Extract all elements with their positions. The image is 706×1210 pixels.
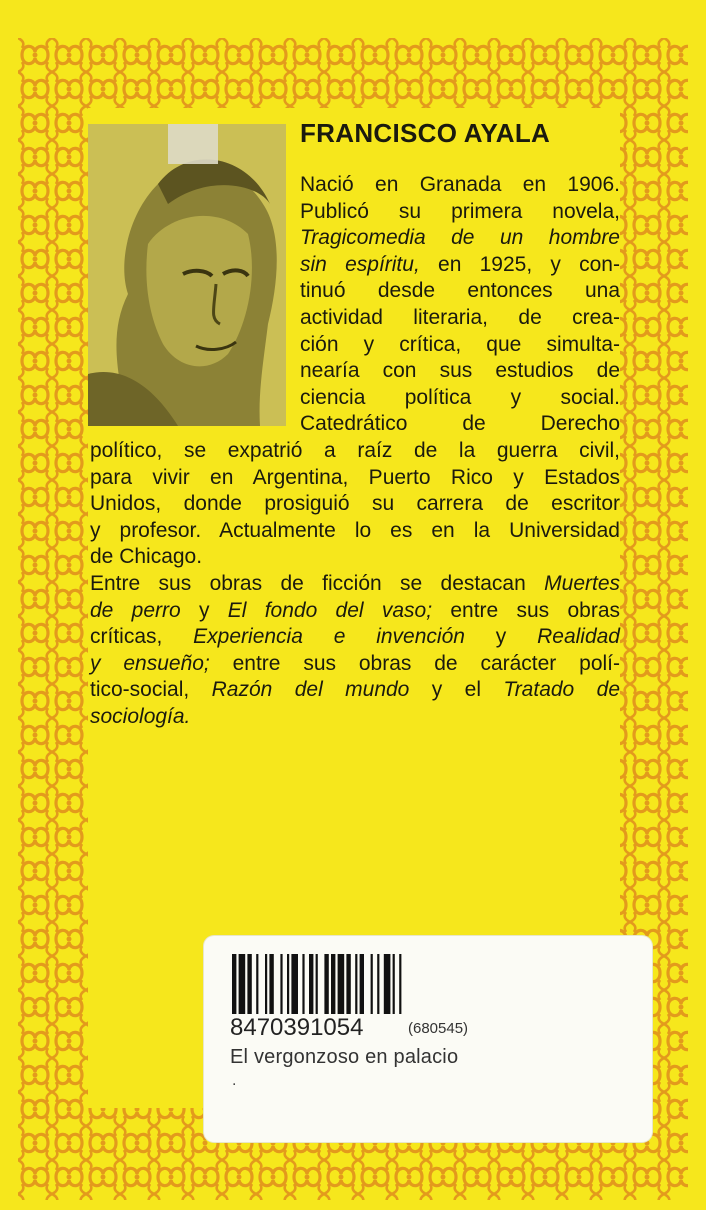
bio-line: Unidos, donde prosiguió su carrera de escritor <box>90 492 620 516</box>
bio-line: Publicó su primera novela, <box>300 199 620 223</box>
bio-line: para vivir en Argentina, Puerto Rico y Estados <box>90 465 620 489</box>
bio-line: de perro y El fondo del vaso; entre sus obras <box>90 598 620 622</box>
isbn-number: 8470391054 <box>230 1014 364 1041</box>
bio-line: tinuó desde entonces una <box>300 279 620 303</box>
barcode-bar <box>371 954 373 1014</box>
barcode-bar <box>384 954 391 1014</box>
barcode-bar <box>265 954 267 1014</box>
bio-line: de Chicago. <box>90 545 203 569</box>
barcode-bar <box>291 954 298 1014</box>
barcode-bar <box>324 954 328 1014</box>
stock-code: (680545) <box>408 1020 469 1037</box>
barcode-bar <box>316 954 318 1014</box>
bio-line: ción y crítica, que simulta- <box>300 332 620 356</box>
bio-line: Tragicomedia de un hombre <box>300 226 620 250</box>
biography-full-width <box>90 438 620 731</box>
biography-side-column <box>300 172 620 438</box>
bio-line: tico-social, Razón del mundo y el Tratado de <box>90 678 620 702</box>
barcode-bar <box>338 954 345 1014</box>
barcode-bar <box>269 954 273 1014</box>
barcode-bar <box>331 954 335 1014</box>
barcode-bar <box>239 954 246 1014</box>
barcode-bar <box>393 954 395 1014</box>
barcode-bar <box>247 954 251 1014</box>
barcode-bar <box>287 954 289 1014</box>
bio-line: Entre sus obras de ficción se destacan Muertes <box>90 571 620 595</box>
book-title: El vergonzoso en palacio <box>230 1046 459 1068</box>
bio-line: sin espíritu, en 1925, y con- <box>300 252 620 276</box>
barcode-bar <box>232 954 236 1014</box>
sticker-dot: . <box>232 1072 237 1089</box>
barcode-bar <box>377 954 379 1014</box>
bio-line: actividad literaria, de crea- <box>300 305 620 329</box>
barcode-bar <box>302 954 304 1014</box>
barcode-sticker <box>204 936 652 1142</box>
bio-line: y profesor. Actualmente lo es en la Universidad <box>90 518 620 542</box>
barcode-bar <box>346 954 350 1014</box>
bio-line: Catedrático de Derecho <box>300 412 620 436</box>
barcode-icon <box>232 954 488 1014</box>
author-name: FRANCISCO AYALA <box>300 118 551 148</box>
bio-line: ciencia política y social. <box>300 385 620 409</box>
author-photo <box>88 124 286 426</box>
barcode-bar <box>399 954 401 1014</box>
barcode-bar <box>355 954 357 1014</box>
bio-line: críticas, Experiencia e invención y Realidad <box>90 625 620 649</box>
barcode-bar <box>309 954 313 1014</box>
barcode-bar <box>280 954 282 1014</box>
barcode-bar <box>256 954 258 1014</box>
bio-line: Nació en Granada en 1906. <box>300 173 620 196</box>
bio-line: nearía con sus estudios de <box>300 359 620 383</box>
barcode-bar <box>360 954 364 1014</box>
bio-line: político, se expatrió a raíz de la guerra civil, <box>90 439 620 462</box>
bio-line: y ensueño; entre sus obras de carácter polí- <box>90 651 620 675</box>
bio-line: sociología. <box>90 704 191 728</box>
